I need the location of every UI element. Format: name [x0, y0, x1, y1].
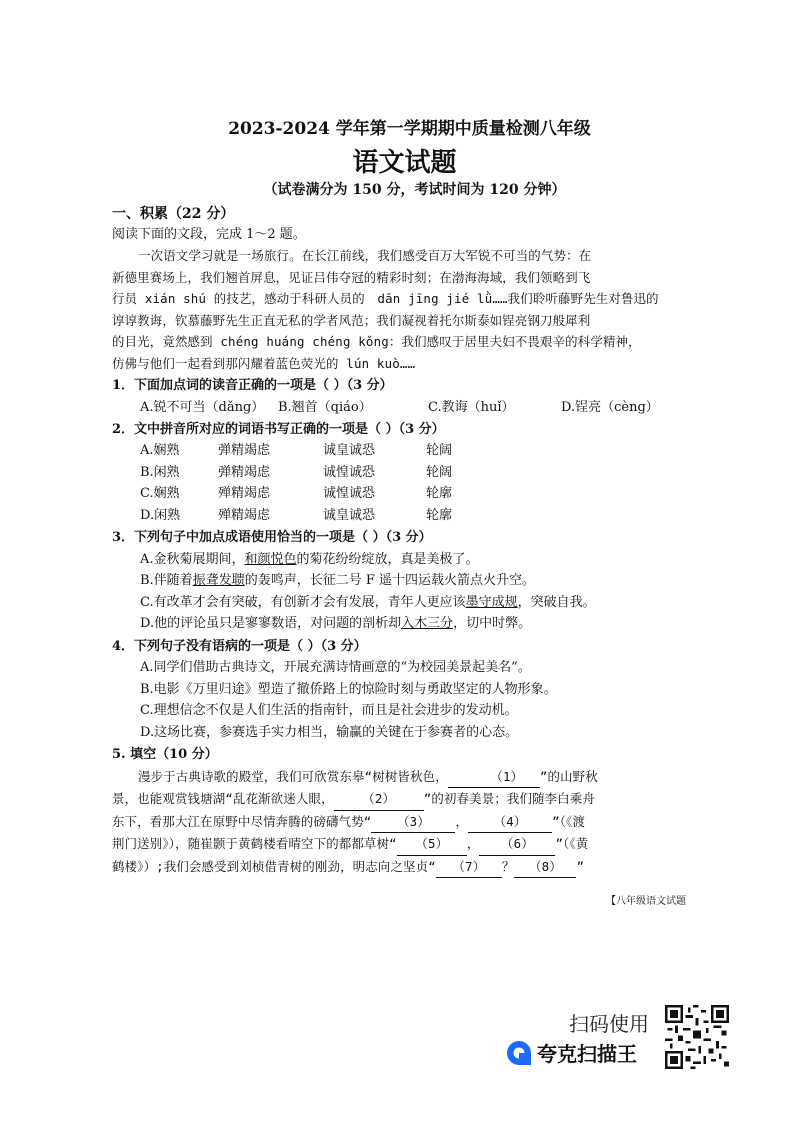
fill-text: 鹤楼》）;我们会感受到刘桢借青树的刚劲，明志向之坚贞“ [112, 858, 436, 874]
question-2-option-d [112, 505, 687, 527]
fill-blank-line [112, 856, 687, 879]
exam-title: 2023-2024 学年第一学期期中质量检测八年级 [228, 119, 591, 139]
section-heading: 一、积累（22 分） [112, 206, 235, 222]
option-cell: 弹精竭虑 [218, 443, 271, 458]
fill-text: 东下，看那大江在原野中尽情奔腾的磅礴气势“ [112, 813, 372, 829]
passage-line: 行员 xián shú 的技艺，感动于科研人员的 dān jīng jié lǜ……我们聆听藤野先生对鲁迅的 [112, 291, 659, 306]
option-cell: 诚皇诚恐 [323, 507, 376, 523]
subject-title: 语文试题 [352, 148, 457, 178]
option-text: 的菊花纷纷绽放，真是美极了。 [296, 551, 479, 567]
qr-code-icon[interactable] [665, 1005, 729, 1069]
option-cell: 诚惶诚恐 [323, 486, 376, 501]
question-4-option-d: D.这场比赛，参赛选手实力相当，输赢的关键在于参赛者的心态。 [140, 724, 519, 740]
reading-passage [112, 245, 687, 374]
option-cell: 殚精竭虑 [218, 486, 271, 501]
option-d: D.锃亮（cèng） [561, 399, 659, 415]
question-4-option-c: C.理想信念不仅是人们生活的指南针，而且是社会进步的发动机。 [140, 703, 518, 718]
passage-line: 的目光，竟然感到 chéng huáng chéng kǒng：我们感叹于居里夫妇不畏艰辛的科学精神， [112, 334, 641, 349]
question-2-option-c [112, 483, 687, 505]
fill-text: 荆门送别》），随崔颢于黄鹤楼看晴空下的都都草树“ [112, 836, 397, 851]
option-cell: C.娴熟 [140, 486, 180, 501]
idiom-text: 和颜悦色 [244, 551, 297, 567]
passage-line: 新德里赛场上，我们翘首屏息，见证吕伟夺冠的精彩时刻；在渤海海域，我们领略到飞 [112, 269, 591, 285]
fill-blank-line [112, 766, 687, 789]
blank-3[interactable]: （3） [371, 811, 455, 834]
scan-caption: 扫码使用 [569, 1012, 649, 1036]
option-cell: D.闲熟 [140, 507, 181, 523]
page-footer-label: 【八年级语文试题 [606, 896, 686, 907]
blank-7[interactable]: （7） [436, 856, 502, 879]
blank-6[interactable]: （6） [479, 833, 555, 856]
idiom-text: 墨守成规 [465, 594, 518, 610]
option-cell: 轮廓 [426, 486, 453, 501]
option-text: D.他的评论虽只是寥寥数语，对问题的剖析却 [140, 616, 402, 631]
option-cell: 轮廓 [426, 507, 453, 523]
question-4-stem: 4．下列句子没有语病的一项是（ ）（3 分） [112, 638, 367, 654]
fill-text: 景，也能观赏钱塘湖“乱花渐欲迷人眼， [112, 791, 334, 806]
question-3-option-c [112, 592, 687, 614]
fill-text: ”（《黄 [555, 836, 589, 851]
blank-5[interactable]: （5） [397, 833, 467, 856]
option-cell: A.娴熟 [140, 443, 180, 458]
question-5-stem: 5. 填空（10 分） [112, 747, 218, 762]
blank-4[interactable]: （4） [468, 811, 552, 834]
option-cell: 轮阔 [426, 464, 453, 480]
exam-page [112, 118, 687, 878]
option-text: ，突破自我。 [517, 594, 596, 610]
fill-text: ， [466, 836, 480, 851]
question-2-option-b [112, 462, 687, 484]
passage-line: 仿佛与他们一起看到那闪耀着蓝色荧光的 lún kuò…… [112, 355, 416, 371]
idiom-text: 入木三分 [401, 616, 454, 631]
option-cell: 诚惶诚恐 [323, 464, 376, 480]
option-cell: 诚皇诚恐 [323, 443, 376, 458]
option-b: B.翘首（qiáo） [278, 399, 372, 415]
scanner-brand [505, 1038, 637, 1067]
exam-subtitle: （试卷满分为 150 分，考试时间为 120 分钟） [263, 182, 566, 198]
option-text: A.金秋菊展期间， [140, 551, 245, 567]
fill-text: ” [576, 858, 585, 874]
question-4-option-b: B.电影《万里归途》塑造了撤侨路上的惊险时刻与勇敢坚定的人物形象。 [140, 681, 557, 697]
option-c: C.教诲（huǐ） [428, 399, 515, 415]
question-3-stem: 3．下列句子中加点成语使用恰当的一项是（ ）（3 分） [112, 530, 432, 545]
fill-text: ”（《渡 [552, 813, 586, 829]
option-cell: 弹精竭虑 [218, 464, 271, 480]
section-intro: 阅读下面的文段，完成 1～2 题。 [112, 227, 306, 242]
blank-8[interactable]: （8） [514, 856, 576, 879]
fill-text: 漫步于古典诗歌的殿堂，我们可欣赏东皋“树树皆秋色， [138, 768, 448, 784]
option-text: ，切中时弊。 [453, 616, 532, 631]
fill-text: ？ [501, 858, 515, 874]
fill-text: ”的初春美景；我们随李白乘舟 [423, 791, 596, 806]
option-a: A.锐不可当（dǎng） [140, 399, 265, 415]
question-1-stem: 1．下面加点词的读音正确的一项是（ ）（3 分） [112, 378, 393, 393]
passage-line: 谆谆教诲，钦慕藤野先生正直无私的学者风范；我们凝视着托尔斯泰如锃亮钢刀般犀利 [112, 312, 591, 328]
question-3-option-b [112, 570, 687, 592]
option-cell: 殚精竭虑 [218, 507, 271, 523]
fill-text: ， [455, 813, 469, 829]
fill-blank-line [112, 788, 687, 811]
fill-blank-line [112, 833, 687, 856]
question-3-option-d [112, 613, 687, 635]
question-2-stem: 2．文中拼音所对应的词语书写正确的一项是（ ）（3 分） [112, 421, 445, 437]
question-1-options [112, 397, 687, 418]
question-2-option-a [112, 440, 687, 462]
question-3-option-a [112, 549, 687, 571]
passage-line: 一次语文学习就是一场旅行。在长江前线，我们感受百万大军锐不可当的气势：在 [138, 248, 592, 263]
quark-logo-icon [505, 1039, 533, 1067]
idiom-text: 振聋发聩 [192, 573, 245, 588]
question-4-option-a: A.同学们借助古典诗文，开展充满诗情画意的“为校园美景起美名”。 [140, 660, 531, 675]
option-cell: B.闲熟 [140, 464, 180, 480]
blank-2[interactable]: （2） [334, 788, 424, 811]
option-text: 的轰鸣声，长征二号 F 遥十四运载火箭点火升空。 [244, 573, 535, 588]
fill-text: ”的山野秋 [539, 768, 598, 784]
option-text: B.伴随着 [140, 573, 193, 588]
option-text: C.有改革才会有突破，有创新才会有发展，青年人更应该 [140, 594, 466, 610]
brand-name: 夸克扫描王 [537, 1042, 637, 1066]
blank-1[interactable]: （1） [448, 766, 540, 789]
fill-blank-line [112, 811, 687, 834]
option-cell: 轮阔 [426, 443, 453, 458]
